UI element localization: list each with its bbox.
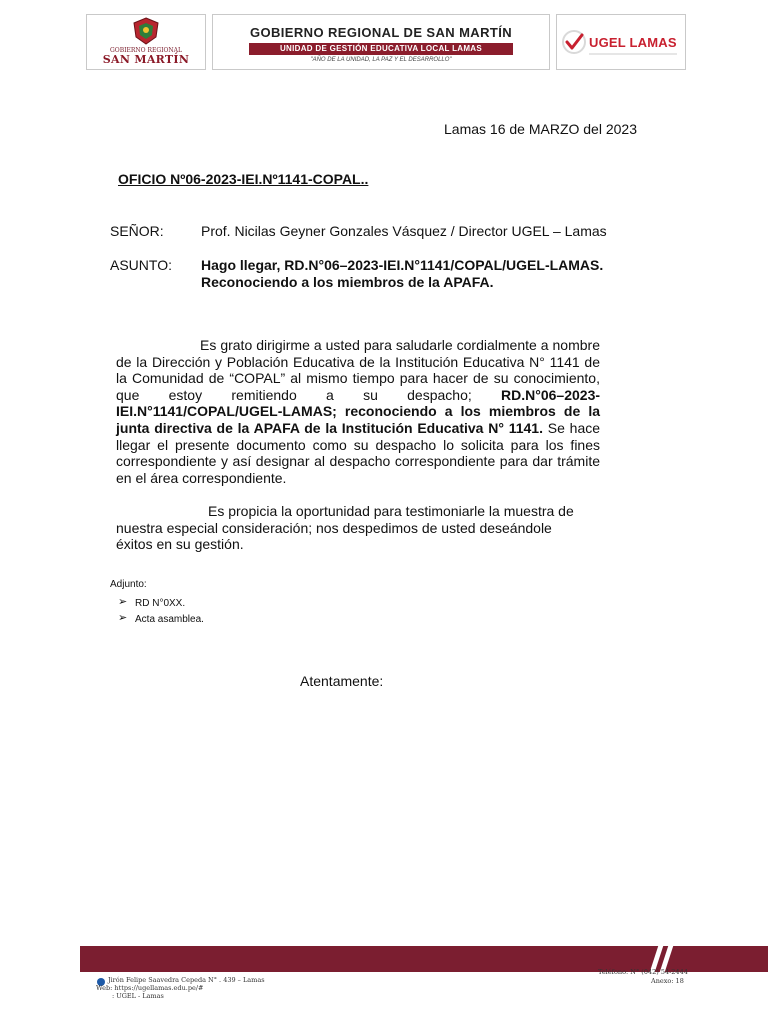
regional-crest-icon — [131, 17, 161, 45]
farewell-paragraph: Es propicia la oportunidad para testimoniarle la muestra de nuestra especial consideración; nos despedimos de usted deseándole éxitos en su gestión. — [116, 503, 574, 553]
closing-salutation: Atentamente: — [300, 673, 384, 689]
unit-name-band: UNIDAD DE GESTIÓN EDUCATIVA LOCAL LAMAS — [249, 43, 513, 55]
adjunto-label: Adjunto: — [110, 579, 147, 590]
footer-org: : UGEL - Lamas — [112, 992, 164, 1000]
asunto-label: ASUNTO: — [110, 257, 172, 273]
senor-value: Prof. Nicilas Geyner Gonzales Vásquez / Director UGEL – Lamas — [201, 223, 607, 239]
footer-web: Web: https://ugellamas.edu.pe/# — [96, 984, 204, 992]
oficio-trailing: . — [364, 171, 369, 187]
ugel-logo-text: UGEL LAMAS — [589, 35, 677, 50]
oficio-text: OFICIO Nº06-2023-IEI.Nº1141-COPAL. — [118, 171, 365, 187]
government-title: GOBIERNO REGIONAL DE SAN MARTÍN — [249, 25, 513, 40]
year-motto: "AÑO DE LA UNIDAD, LA PAZ Y EL DESARROLLO" — [310, 57, 452, 63]
asunto-line-2: Reconociendo a los miembros de la APAFA. — [201, 274, 494, 290]
adjunto-item-1: RD N°0XX. — [135, 598, 186, 609]
footer-annex: Anexo: 18 — [651, 977, 684, 985]
header-banner — [212, 14, 550, 70]
logo-big-text: SAN MARTÍN — [102, 53, 190, 66]
senor-label: SEÑOR: — [110, 223, 164, 239]
checkmark-icon — [561, 29, 587, 55]
arrow-bullet-icon: ➢ — [118, 612, 128, 624]
paragraph-bold-reference: RD.N°06–2023-IEI.N°1141/COPAL/UGEL-LAMAS; reconociendo a los miembros de la junta directiva de la APAFA de la Institución Educativa N° 1141. — [116, 386, 601, 436]
gore-san-martin-logo — [86, 14, 206, 70]
letter-date: Lamas 16 de MARZO del 2023 — [444, 121, 637, 137]
ugel-lamas-logo — [556, 14, 686, 70]
paragraph-closing: Se hace llegar el presente documento como su despacho lo solicita para los fines correspondiente y así designar al despacho correspondiente para dar trámite en el área correspondiente. — [116, 419, 601, 486]
asunto-line-1: Hago llegar, RD.N°06–2023-IEI.N°1141/COPAL/UGEL-LAMAS. — [201, 257, 604, 273]
adjunto-item-2: Acta asamblea. — [135, 614, 204, 625]
footer-phone: Teléfono: N° (042) 54-2444 — [598, 968, 688, 976]
main-paragraph — [116, 337, 600, 486]
arrow-bullet-icon: ➢ — [118, 596, 128, 608]
logo-small-text: GOBIERNO REGIONAL — [109, 47, 182, 54]
oficio-number — [118, 171, 368, 187]
logo-underline — [589, 53, 677, 55]
footer-address: Jirón Felipe Saavedra Cepeda N° . 439 – Lamas — [108, 976, 265, 984]
paragraph-intro: Es grato dirigirme a usted para saludarle cordialmente a nombre de la Dirección y Población Educativa de la Institución Educativa N° 1141 de la Comunidad de “COPAL” al mismo tiempo para hacer de su conocimiento, que estoy remitiendo a su despacho; — [116, 337, 600, 403]
